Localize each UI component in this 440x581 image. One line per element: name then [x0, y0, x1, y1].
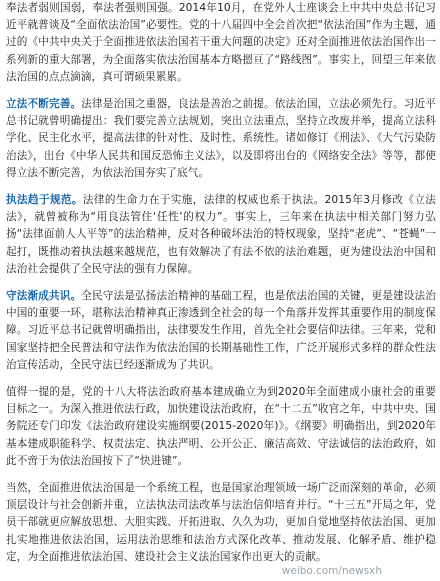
paragraph-conclusion: 当然，全面推进依法治国是一个系统工程，也是国家治理领域一场广泛而深刻的革命，必须顶层设计与社会创新并重，立法执法司法改革与法治信仰培育并行。“十三五”开局之年，党员干部就更应解放思想、大胆实践、开拓进取、久久为功，更加自觉地坚持依法治国、更加扎实地推进依法治国，运用法治思维和法治方式深化改革、推动发展、化解矛盾、维护稳定，为全面推进依法治国、建设社会主义法治国家作出更大的贡献。	[6, 482, 436, 563]
paragraph-law-abiding	[6, 288, 436, 374]
heading-legislation: 立法不断完善。	[6, 98, 82, 111]
body-law-abiding: 全民守法是弘扬法治精神的基础工程，也是依法治国的关键，更是建设法治中国的重要一环，堪称法治精神真正渗透到全社会的每一个角落并发挥其重要作用的制度保障。习近平总书记就曾明确指出，法律要发生作用，首先全社会要信仰法律。三年来，党和国家坚持把全民普法和守法作为依法治国的长期基础性工作，广泛开展形式多样的群众性法治宣传活动，全民守法已经逐渐成为了共识。	[6, 290, 437, 371]
paragraph-government: 值得一提的是，党的十八大将法治政府基本建成确立为到2020年全面建成小康社会的重要目标之一。为深入推进依法行政，加快建设法治政府，在“十二五”收官之年，中共中央、国务院还专门印发《法治政府建设实施纲要(2015-2020年)》。《纲要》明确指出，到2020年基本建成职能科学、权责法定、执法严明、公开公正、廉洁高效、守法诚信的法治政府，如此不啻于为依法治国按下了“快进键”。	[6, 386, 436, 467]
body-legislation: 法律是治国之重器，良法是善治之前提。依法治国，立法必须先行。习近平总书记就曾明确提出：我们要完善立法规划，突出立法重点，坚持立改废并举，提高立法科学化、民主化水平，提高法律的针对性、及时性、系统性。诸如修订《刑法》、《大气污染防治法》，出台《中华人民共和国反恐怖主义法》，以及即将出台的《网络安全法》等等，都使得立法不断完善，为依法治国夯实了底气。	[6, 98, 437, 179]
paragraph-legislation	[6, 96, 436, 182]
body-enforcement: 法律的生命力在于实施，法律的权威也系于执法。2015年3月修改《立法法》，就曾被称为“用良法管住‘任性’的权力”。事实上，三年来在执法中相关部门努力弘扬“法律面前人人平等”的法治精神，反对各种破坏法治的特权现象，坚持“老虎”、“苍蝇”一起打，既推动着执法越来越规范，也有效解决了有法不依的法治难题，更为建设法治中国和法治社会提供了全民守法的强有力保障。	[6, 194, 436, 275]
paragraph-intro: 奉法者弱则国弱，奉法者强则国强。2014年10月，在党外人士座谈会上中共中央总书记习近平就普谈及“全面依法治国”必要性。党的十八届四中全会首次把“依法治国”作为主题，通过的《中共中央关于全面推进依法治国若干重大问题的决定》还对全面推进依法治国作出一系列新的重大部署，为全面落实依法治国基本方略摁亘了“路线图”。事实上，回望三年来依法治国的点点滴滴，真可谓硕果累累。	[6, 2, 436, 83]
paragraph-enforcement	[6, 192, 436, 278]
heading-law-abiding: 守法渐成共识。	[6, 290, 82, 303]
weibo-watermark: weibo.com/newsxh	[281, 565, 382, 577]
heading-enforcement: 执法趋于规范。	[6, 194, 83, 207]
